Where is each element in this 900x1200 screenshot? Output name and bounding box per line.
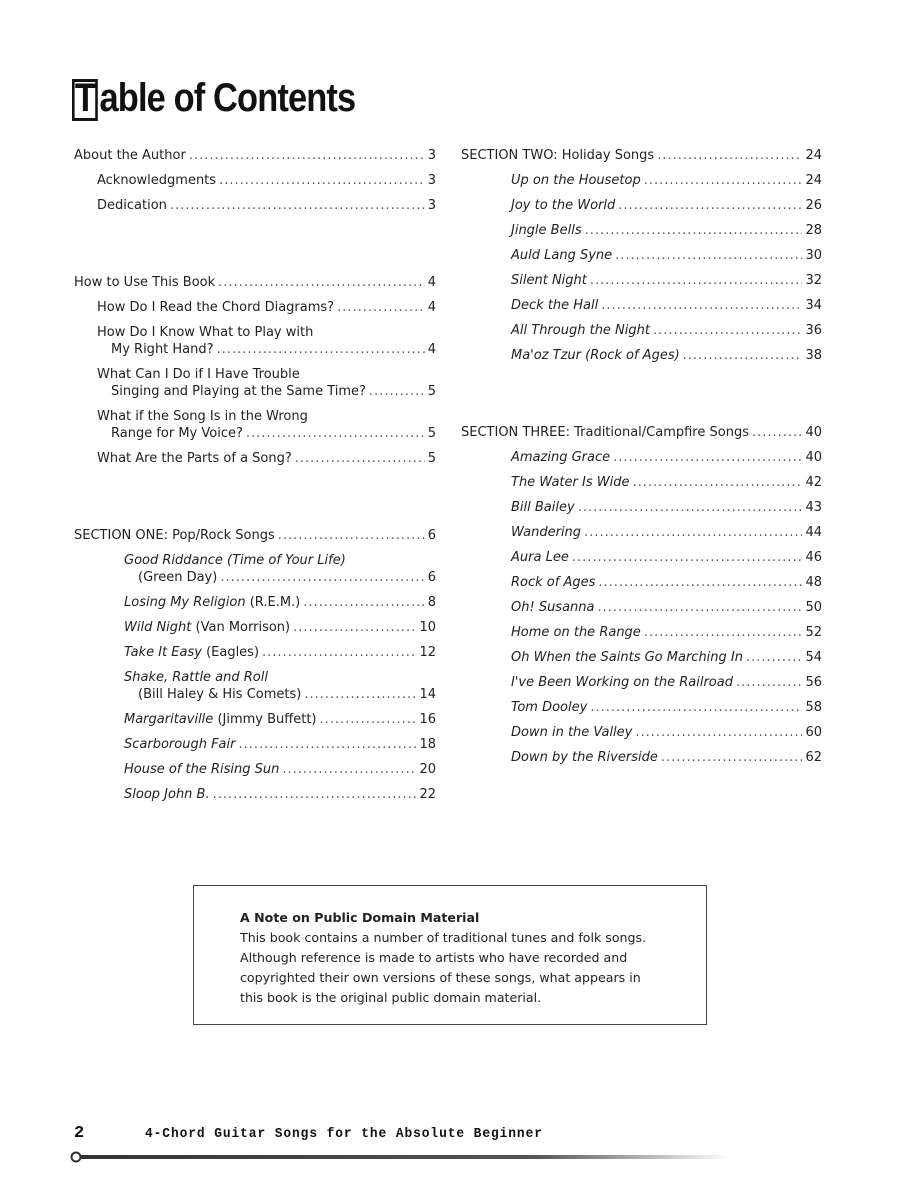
page-number: 36 bbox=[805, 323, 822, 338]
page-number: 52 bbox=[805, 625, 822, 640]
page-number: 54 bbox=[805, 650, 822, 665]
toc-entry[interactable]: What Can I Do if I Have Trouble Singing and Playing at the Same Time? ..... 5 bbox=[74, 362, 436, 404]
decorative-initial: T bbox=[72, 79, 98, 121]
toc-song-entry[interactable]: Amazing Grace ..... 40 bbox=[461, 445, 822, 470]
toc-left-column bbox=[74, 143, 436, 807]
toc-song-entry[interactable]: Margaritaville (Jimmy Buffett) ..... 16 bbox=[74, 707, 436, 732]
page-number: 12 bbox=[419, 645, 436, 660]
page-number: 20 bbox=[419, 762, 436, 777]
toc-song-entry[interactable]: Aura Lee ..... 46 bbox=[461, 545, 822, 570]
page-number: 58 bbox=[805, 700, 822, 715]
toc-song-entry[interactable]: Losing My Religion (R.E.M.) ..... 8 bbox=[74, 590, 436, 615]
toc-song-entry[interactable]: Auld Lang Syne ..... 30 bbox=[461, 243, 822, 268]
note-body: This book contains a number of traditional tunes and folk songs. Although reference is made to artists who have recorded and copyrighted their own versions of these songs, what appears in this book is the original public domain material. bbox=[240, 930, 647, 1005]
toc-section-heading[interactable]: SECTION ONE: Pop/Rock Songs ..... 6 bbox=[74, 523, 436, 548]
page-number: 46 bbox=[805, 550, 822, 565]
toc-entry[interactable]: Dedication ..... 3 bbox=[74, 193, 436, 218]
traditional-song-list bbox=[461, 445, 822, 770]
toc-song-entry[interactable]: Up on the Housetop ..... 24 bbox=[461, 168, 822, 193]
toc-entry[interactable]: Acknowledgments ..... 3 bbox=[74, 168, 436, 193]
page-number: 26 bbox=[805, 198, 822, 213]
page-number: 44 bbox=[805, 525, 822, 540]
page-number: 3 bbox=[427, 173, 436, 188]
page-number: 3 bbox=[427, 198, 436, 213]
page-number: 6 bbox=[427, 570, 436, 585]
page-number: 4 bbox=[427, 275, 436, 290]
toc-song-entry[interactable]: Joy to the World ..... 26 bbox=[461, 193, 822, 218]
toc-song-entry[interactable]: Bill Bailey ..... 43 bbox=[461, 495, 822, 520]
footer-page-number: 2 bbox=[74, 1124, 85, 1143]
toc-song-entry[interactable]: Ma'oz Tzur (Rock of Ages) ..... 38 bbox=[461, 343, 822, 368]
toc-entry[interactable]: How Do I Read the Chord Diagrams? ..... 4 bbox=[74, 295, 436, 320]
toc-entry[interactable]: About the Author ..... 3 bbox=[74, 143, 436, 168]
toc-section-heading[interactable]: SECTION TWO: Holiday Songs ..... 24 bbox=[461, 143, 822, 168]
page-number: 28 bbox=[805, 223, 822, 238]
note-heading: A Note on Public Domain Material bbox=[240, 910, 480, 925]
toc-song-entry[interactable]: House of the Rising Sun ..... 20 bbox=[74, 757, 436, 782]
title-text: able of Contents bbox=[99, 76, 356, 120]
toc-entry[interactable]: How to Use This Book ..... 4 bbox=[74, 270, 436, 295]
page-number: 5 bbox=[427, 426, 436, 441]
footer-rule-bar bbox=[81, 1155, 730, 1159]
page-number: 43 bbox=[805, 500, 822, 515]
toc-song-entry[interactable]: The Water Is Wide ..... 42 bbox=[461, 470, 822, 495]
toc-song-entry[interactable]: Sloop John B. ..... 22 bbox=[74, 782, 436, 807]
toc-song-entry[interactable]: Rock of Ages ..... 48 bbox=[461, 570, 822, 595]
toc-song-entry[interactable]: Down by the Riverside ..... 62 bbox=[461, 745, 822, 770]
holiday-song-list bbox=[461, 168, 822, 368]
toc-right-column bbox=[461, 143, 822, 770]
page-number: 4 bbox=[427, 342, 436, 357]
toc-song-entry[interactable]: Jingle Bells ..... 28 bbox=[461, 218, 822, 243]
page-number: 10 bbox=[419, 620, 436, 635]
toc-song-entry[interactable]: Oh When the Saints Go Marching In ..... 54 bbox=[461, 645, 822, 670]
page-number: 30 bbox=[805, 248, 822, 263]
page-number: 40 bbox=[805, 425, 822, 440]
toc-song-entry[interactable]: Shake, Rattle and Roll (Bill Haley & His Comets) ..... 14 bbox=[74, 665, 436, 707]
page-number: 32 bbox=[805, 273, 822, 288]
toc-song-entry[interactable]: All Through the Night ..... 36 bbox=[461, 318, 822, 343]
page-number: 24 bbox=[805, 148, 822, 163]
page-title bbox=[72, 76, 355, 121]
toc-song-entry[interactable]: Tom Dooley ..... 58 bbox=[461, 695, 822, 720]
page-number: 50 bbox=[805, 600, 822, 615]
page-number: 6 bbox=[427, 528, 436, 543]
page-number: 42 bbox=[805, 475, 822, 490]
footer-rule bbox=[70, 1150, 730, 1164]
page-number: 3 bbox=[427, 148, 436, 163]
page-number: 48 bbox=[805, 575, 822, 590]
page-number: 34 bbox=[805, 298, 822, 313]
page-number: 40 bbox=[805, 450, 822, 465]
footer-rule-dot bbox=[72, 1153, 81, 1162]
toc-song-entry[interactable]: Home on the Range ..... 52 bbox=[461, 620, 822, 645]
page-number: 60 bbox=[805, 725, 822, 740]
toc-song-entry[interactable]: Take It Easy (Eagles) ..... 12 bbox=[74, 640, 436, 665]
page-number: 18 bbox=[419, 737, 436, 752]
toc-song-entry[interactable]: Good Riddance (Time of Your Life) (Green Day) ..... 6 bbox=[74, 548, 436, 590]
toc-section-heading[interactable]: SECTION THREE: Traditional/Campfire Songs ..... 40 bbox=[461, 420, 822, 445]
page-number: 22 bbox=[419, 787, 436, 802]
page-number: 14 bbox=[419, 687, 436, 702]
toc-song-entry[interactable]: Silent Night ..... 32 bbox=[461, 268, 822, 293]
public-domain-note bbox=[193, 885, 707, 1025]
page-number: 38 bbox=[805, 348, 822, 363]
toc-song-entry[interactable]: Down in the Valley ..... 60 bbox=[461, 720, 822, 745]
toc-entry[interactable]: What Are the Parts of a Song? ..... 5 bbox=[74, 446, 436, 471]
toc-song-entry[interactable]: Wild Night (Van Morrison) ..... 10 bbox=[74, 615, 436, 640]
page-number: 8 bbox=[427, 595, 436, 610]
page-number: 5 bbox=[427, 451, 436, 466]
toc-song-entry[interactable]: Wandering ..... 44 bbox=[461, 520, 822, 545]
toc-entry[interactable]: How Do I Know What to Play with My Right Hand? ..... 4 bbox=[74, 320, 436, 362]
page-number: 16 bbox=[419, 712, 436, 727]
toc-song-entry[interactable]: Oh! Susanna ..... 50 bbox=[461, 595, 822, 620]
page-number: 4 bbox=[427, 300, 436, 315]
toc-song-entry[interactable]: Scarborough Fair ..... 18 bbox=[74, 732, 436, 757]
toc-song-entry[interactable]: Deck the Hall ..... 34 bbox=[461, 293, 822, 318]
page-number: 5 bbox=[427, 384, 436, 399]
page-number: 24 bbox=[805, 173, 822, 188]
toc-song-entry[interactable]: I've Been Working on the Railroad ..... 56 bbox=[461, 670, 822, 695]
toc-entry[interactable]: What if the Song Is in the Wrong Range for My Voice? ..... 5 bbox=[74, 404, 436, 446]
footer-book-title: 4-Chord Guitar Songs for the Absolute Beginner bbox=[145, 1126, 543, 1142]
page-number: 62 bbox=[805, 750, 822, 765]
page-number: 56 bbox=[805, 675, 822, 690]
